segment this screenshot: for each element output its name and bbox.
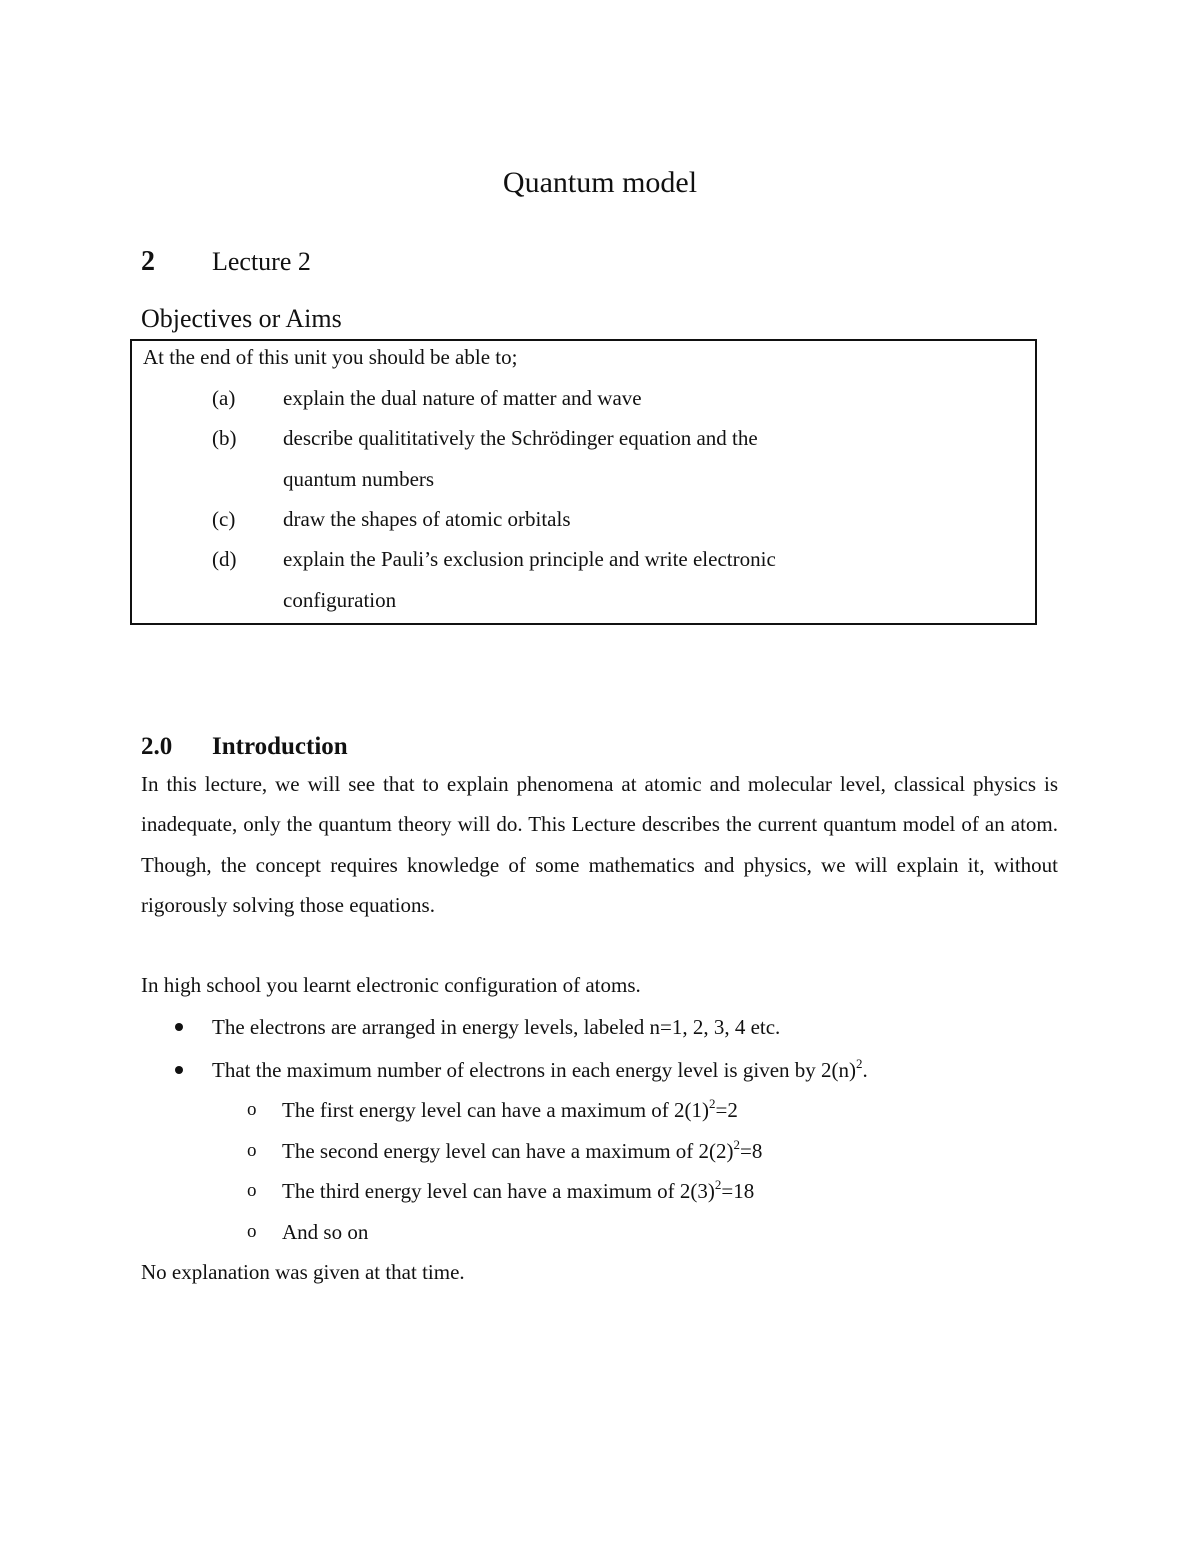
lecture-number: 2 — [141, 246, 155, 277]
objectives-heading: Objectives or Aims — [141, 304, 342, 333]
sub-bullet-text: And so on — [282, 1220, 369, 1244]
objective-item-c — [212, 505, 571, 533]
objective-item-b-continued: quantum numbers — [283, 467, 435, 491]
circle-bullet-icon: o — [247, 1140, 257, 1161]
objective-text: explain the dual nature of matter and wave — [283, 386, 642, 410]
objective-label: (c) — [212, 507, 236, 531]
sub-bullet-text: The third energy level can have a maximum of $2(3)^2=18$ — [282, 1177, 755, 1203]
objectives-intro: At the end of this unit you should be able to; — [143, 345, 518, 369]
objective-item-b — [212, 424, 758, 452]
objective-item-d-continued: configuration — [283, 588, 397, 612]
objectives-box — [130, 339, 1037, 625]
bullet-text: That the maximum number of electrons in each energy level is given by $2(n)^2$. — [212, 1056, 868, 1082]
superscript: 2 — [856, 1056, 863, 1071]
document-title: Quantum model — [502, 166, 698, 199]
section-number: 2.0 — [141, 733, 173, 760]
lecture-title: Lecture 2 — [212, 247, 311, 276]
objective-item-d — [212, 545, 776, 573]
bullet-icon — [175, 1023, 183, 1031]
objective-label: (b) — [212, 426, 237, 450]
closing-line: No explanation was given at that time. — [141, 1260, 465, 1284]
high-school-line: In high school you learnt electronic configuration of atoms. — [141, 973, 641, 997]
circle-bullet-icon: o — [247, 1221, 257, 1242]
superscript: 2 — [709, 1096, 716, 1111]
objective-text: describe qualititatively the Schrödinger equation and the — [283, 426, 758, 450]
objective-text: draw the shapes of atomic orbitals — [283, 507, 571, 531]
sub-bullet-text: The first energy level can have a maximum of $2(1)^2=2$ — [282, 1096, 738, 1122]
lecture-heading — [141, 244, 311, 280]
section-title: Introduction — [212, 733, 348, 760]
objective-label: (a) — [212, 386, 236, 410]
sub-bullet-text: The second energy level can have a maximum of $2(2)^2=8$ — [282, 1137, 763, 1163]
superscript: 2 — [733, 1137, 741, 1152]
objective-text: explain the Pauli’s exclusion principle and write electronic — [283, 547, 776, 571]
section-heading — [141, 730, 348, 764]
superscript: 2 — [714, 1177, 722, 1192]
bullet-icon — [175, 1066, 183, 1074]
circle-bullet-icon: o — [247, 1180, 257, 1201]
introduction-paragraph: In this lecture, we will see that to explain phenomena at atomic and molecular level, classical physics is inadequate, only the quantum theory will do. This Lecture describes the current quantum model of an atom. Though, the concept requires knowledge of some mathematics and physics, we will explain it, without rigorously solving those equations. — [141, 772, 1058, 917]
circle-bullet-icon: o — [247, 1099, 257, 1120]
objective-label: (d) — [212, 547, 237, 571]
bullet-text: The electrons are arranged in energy levels, labeled n=1, 2, 3, 4 etc. — [212, 1015, 781, 1039]
objective-item-a — [212, 384, 642, 412]
